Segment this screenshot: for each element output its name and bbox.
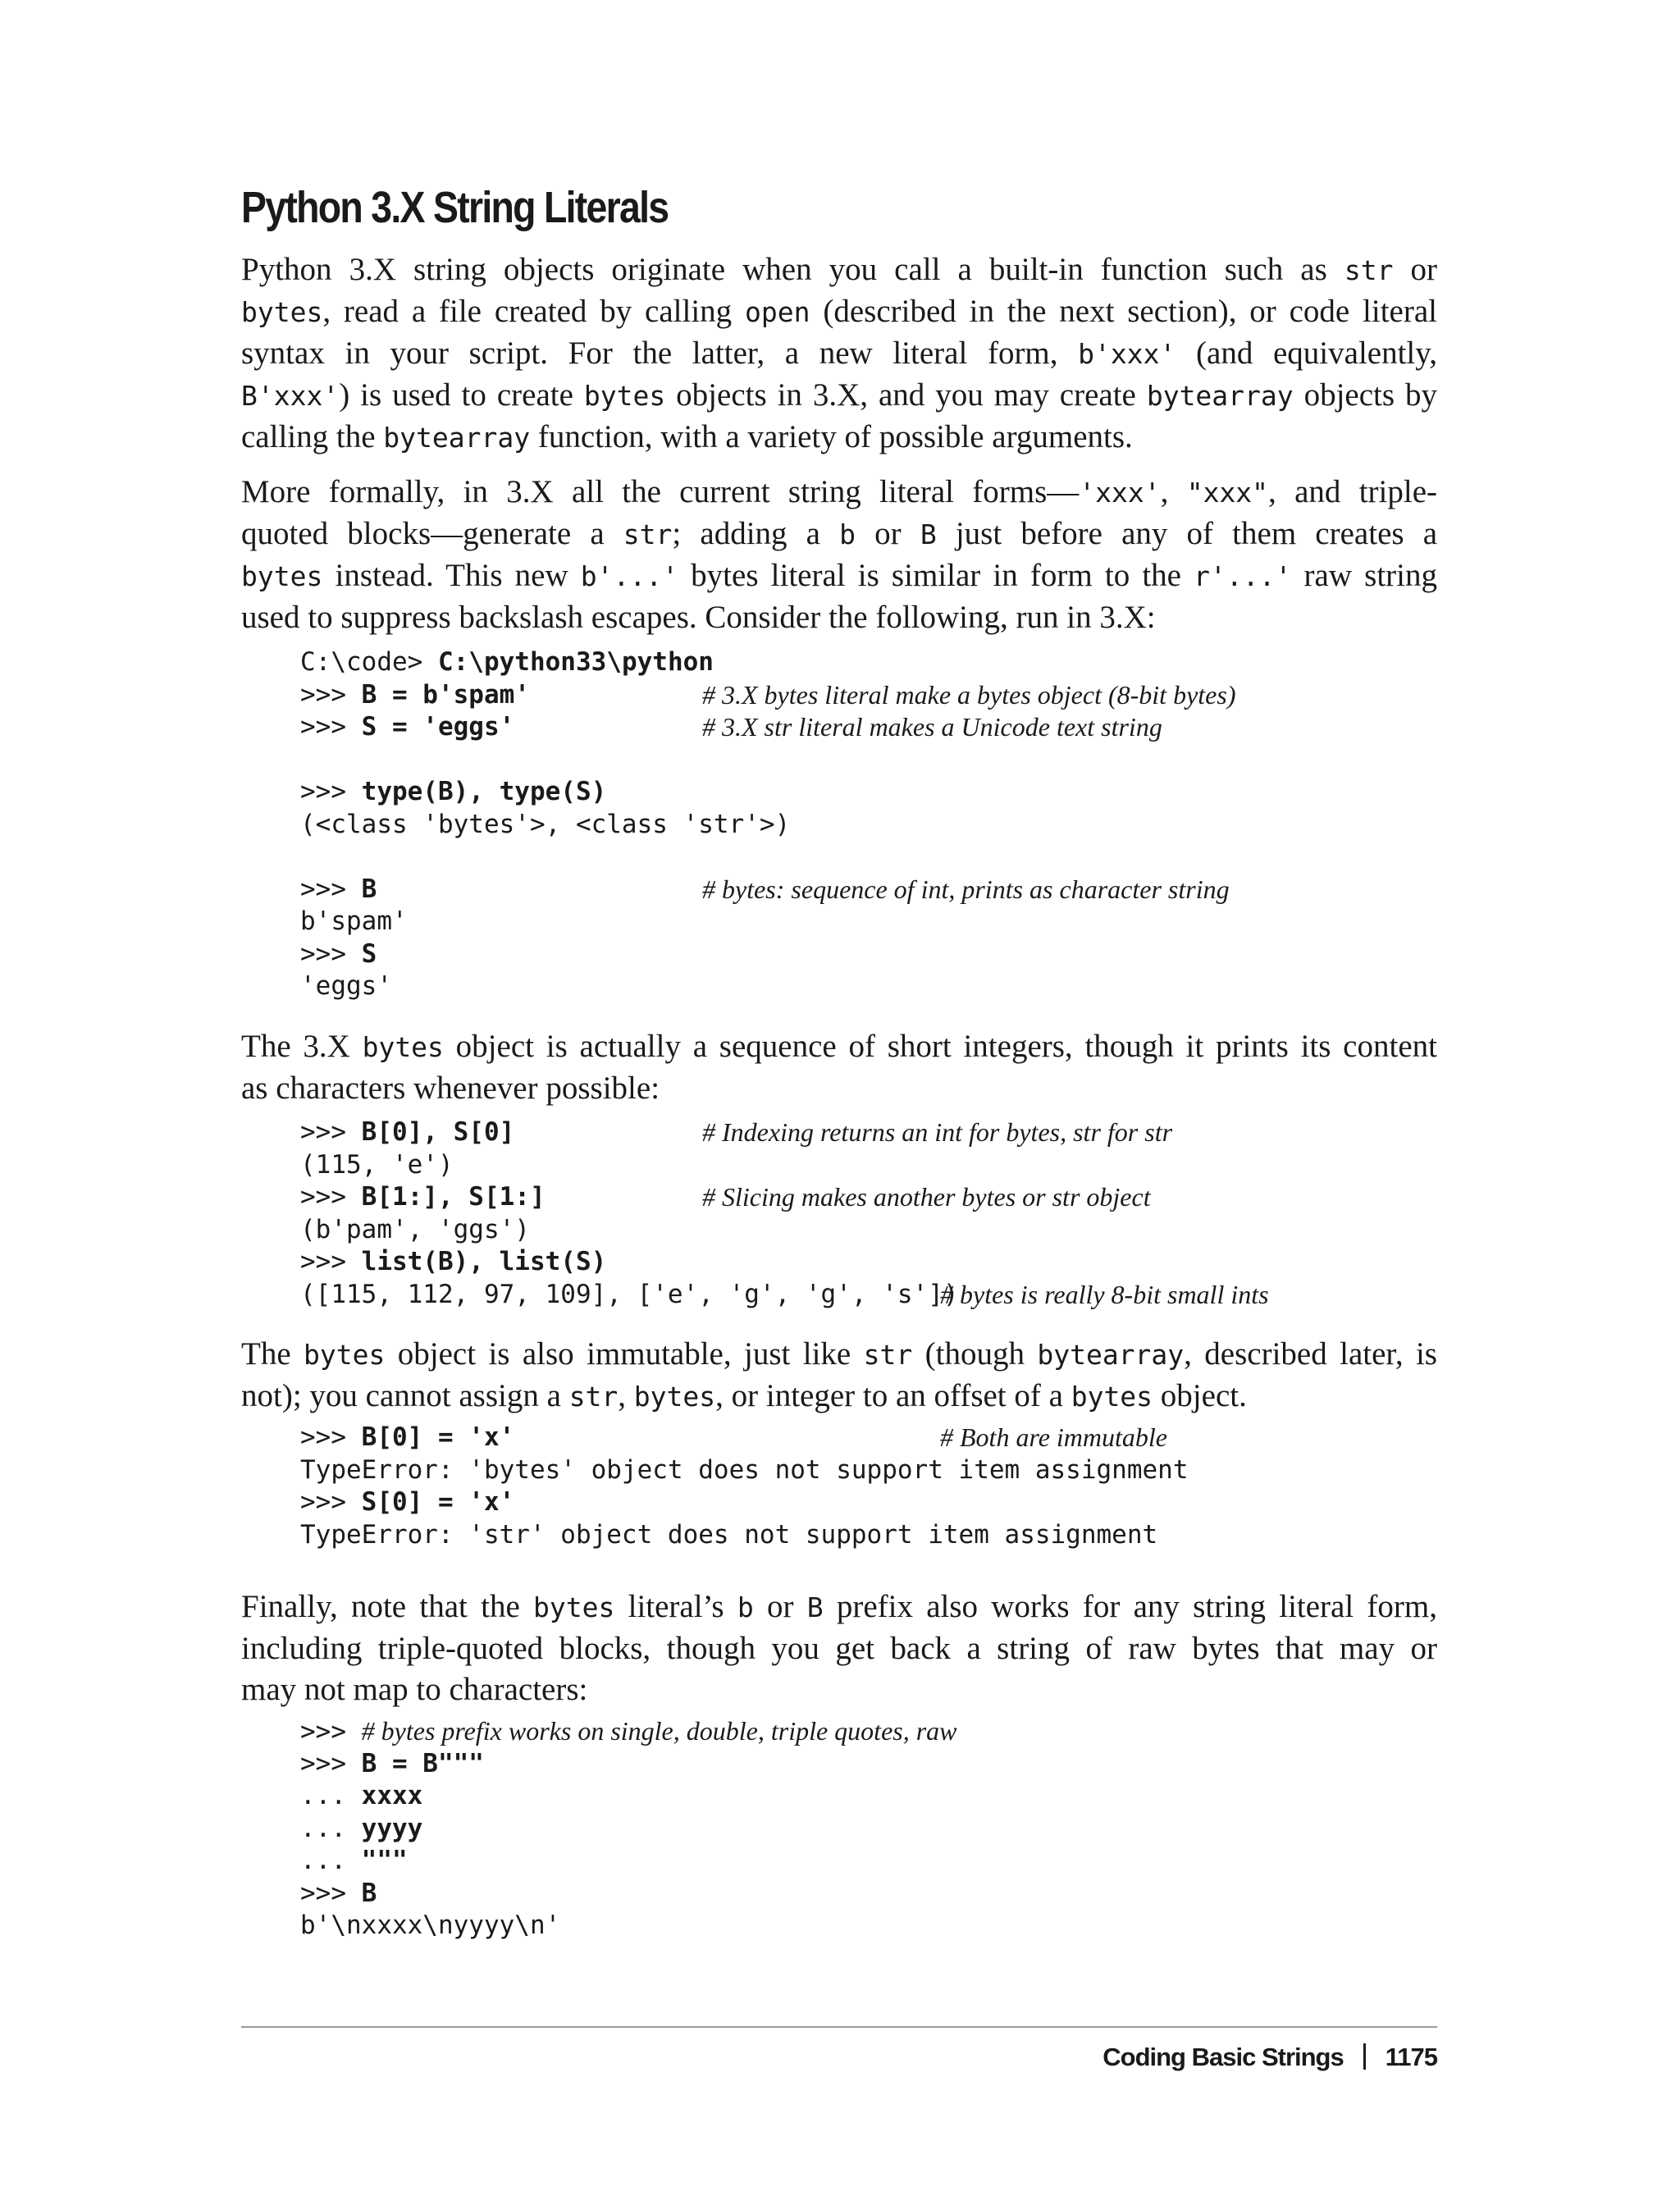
code-line [300,906,790,938]
text-line: Finally, note that the bytes literal’s b or B prefix also works for any string literal form, [241,1589,1437,1624]
inline-code: bytes [1071,1381,1153,1413]
code-output: >>> [300,1422,362,1452]
code-input: B[0], S[0] [361,1117,515,1147]
code-output: >>> [300,938,362,969]
code-line [300,679,1236,712]
code-comment: # bytes: sequence of int, prints as character string [702,874,1230,904]
inline-code: str [568,1381,619,1413]
code-line [300,1878,957,1911]
paragraph-immutable [241,1334,1437,1418]
code-line [300,1780,957,1813]
code-line [300,809,790,842]
page-number: 1175 [1385,2043,1437,2071]
code-input: S = 'eggs' [361,712,515,742]
code-output: (b'pam', 'ggs') [300,1214,530,1244]
text-line: Python 3.X string objects originate when you call a built-in function such as str or [241,252,1437,287]
inline-code: b [839,518,856,550]
inline-code: r'...' [1194,560,1292,592]
code-output: >>> [300,777,362,806]
text-line: bytes, read a file created by calling open (described in the next section), or code literal [241,294,1438,329]
code-input: type(B), type(S) [361,777,607,806]
code-output: >>> [300,1247,362,1276]
code-output: >>> [300,1878,362,1908]
section-heading: Python 3.X String Literals [241,183,669,232]
text-line: More formally, in 3.X all the current string literal forms—'xxx', "xxx", and triple- [241,474,1438,509]
inline-code: B [806,1591,824,1623]
code-comment: # bytes is really 8-bit small ints [940,1279,1269,1309]
code-line [300,1519,1189,1552]
code-line [300,1845,957,1878]
paragraph-prefix [241,1586,1437,1710]
inline-code: str [863,1339,913,1371]
code-input: S [361,938,377,969]
code-output: (115, 'e') [300,1149,454,1180]
code-output: >>> [300,712,362,742]
text-line: quoted blocks—generate a str; adding a b or B just before any of them creates a [241,516,1438,551]
text-line: as characters whenever possible: [241,1071,660,1106]
code-output: >>> [300,1182,362,1212]
code-comment: # Slicing makes another bytes or str object [702,1182,1151,1212]
code-output: ... [300,1813,362,1843]
code-line [300,1715,957,1748]
code-input: B[0] = 'x' [361,1422,515,1452]
code-line [300,1116,1173,1149]
code-comment: # Indexing returns an int for bytes, str for str [702,1117,1173,1147]
code-input: B = b'spam' [361,679,530,710]
inline-code: b'xxx' [1078,338,1176,370]
code-block-triple-quotes [300,1715,957,1942]
code-input: B = B""" [361,1748,484,1778]
text-line: not); you cannot assign a str, bytes, or integer to an offset of a bytes object. [241,1378,1247,1413]
code-comment: # Both are immutable [940,1422,1167,1452]
inline-code: "xxx" [1186,477,1269,509]
code-comment: # 3.X bytes literal make a bytes object (8-bit bytes) [702,679,1236,710]
code-block-literals [300,646,1236,1003]
code-line [300,776,790,809]
text-line: The 3.X bytes object is actually a sequence of short integers, though it prints its content [241,1029,1437,1064]
inline-code: bytes [241,296,323,328]
paragraph-intro [241,249,1437,459]
code-line [300,1181,1151,1214]
code-line [300,1279,1269,1312]
code-line [300,938,790,971]
code-output: >>> [300,679,362,710]
code-line [300,1422,1189,1454]
code-line [300,711,1162,744]
code-output: (<class 'bytes'>, <class 'str'>) [300,809,791,839]
code-output: TypeError: 'bytes' object does not support item assignment [300,1454,1189,1485]
code-output: b'spam' [300,906,408,936]
inline-code: B [920,518,937,550]
inline-code: bytes [362,1031,444,1063]
code-line [300,841,790,874]
code-output: ... [300,1781,362,1810]
text-line: may not map to characters: [241,1672,588,1707]
code-comment: # 3.X str literal makes a Unicode text string [702,712,1162,742]
inline-code: bytearray [1037,1339,1185,1371]
code-block-immutable [300,1422,1189,1551]
code-input: B[1:], S[1:] [361,1182,546,1212]
code-output: C:\code> [300,647,438,677]
code-output: >>> [300,1717,362,1746]
paragraph-formal [241,472,1437,638]
inline-code: bytes [304,1339,386,1371]
footer-section-title: Coding Basic Strings [1102,2043,1344,2071]
code-input: list(B), list(S) [361,1247,607,1276]
code-input: S[0] = 'x' [361,1487,515,1517]
code-output: >>> [300,1117,362,1147]
inline-code: b [737,1591,754,1623]
text-line: syntax in your script. For the latter, a new literal form, b'xxx' (and equivalently, [241,336,1437,371]
code-output: 'eggs' [300,971,392,1001]
inline-code: bytearray [1146,380,1294,412]
code-output: ([115, 112, 97, 109], ['e', 'g', 'g', 's']) [300,1279,959,1309]
inline-code: bytes [533,1591,615,1623]
code-input: B [361,874,377,904]
inline-code: 'xxx' [1079,477,1161,509]
code-output: >>> [300,1748,362,1778]
inline-code: open [745,296,810,328]
inline-code: str [623,518,673,550]
code-output: >>> [300,874,362,904]
code-line [300,970,790,1003]
code-line [300,646,790,679]
code-input: xxxx [361,1781,423,1810]
code-block-indexing [300,1116,1269,1311]
code-comment: # bytes prefix works on single, double, triple quotes, raw [361,1716,957,1746]
paragraph-sequence [241,1026,1437,1109]
inline-code: b'...' [580,560,679,592]
code-line [300,1214,959,1247]
text-line: used to suppress backslash escapes. Consider the following, run in 3.X: [241,600,1156,635]
text-line: B'xxx') is used to create bytes objects in 3.X, and you may create bytearray objects by [241,377,1438,413]
inline-code: bytes [633,1381,716,1413]
text-line: The bytes object is also immutable, just like str (though bytearray, described later, is [241,1336,1437,1372]
inline-code: bytearray [383,422,531,454]
footer-separator [1363,2043,1366,2070]
inline-code: str [1344,254,1394,286]
code-line [300,1486,1189,1519]
code-line [300,874,1230,906]
footer-rule [241,2026,1437,2028]
code-line [300,1454,1189,1487]
code-output: ... [300,1846,362,1875]
code-output: >>> [300,1487,362,1517]
code-input: """ [361,1846,408,1875]
code-line [300,1910,957,1942]
code-input: B [361,1878,377,1908]
code-output: b'\nxxxx\nyyyy\n' [300,1911,561,1940]
code-line [300,1748,957,1781]
inline-code: bytes [583,380,666,412]
page-footer [1102,2043,1437,2072]
code-input: C:\python33\python [437,647,714,677]
code-output: TypeError: 'str' object does not support item assignment [300,1519,1158,1550]
code-line [300,1246,959,1279]
inline-code: bytes [241,560,323,592]
code-line [300,1813,957,1846]
text-line: including triple-quoted blocks, though you get back a string of raw bytes that may or [241,1631,1437,1666]
inline-code: B'xxx' [241,380,340,412]
code-line [300,744,790,777]
text-line: bytes instead. This new b'...' bytes literal is similar in form to the r'...' raw string [241,558,1437,593]
text-line: calling the bytearray function, with a variety of possible arguments. [241,419,1133,454]
code-line [300,1149,959,1182]
code-input: yyyy [361,1813,423,1843]
